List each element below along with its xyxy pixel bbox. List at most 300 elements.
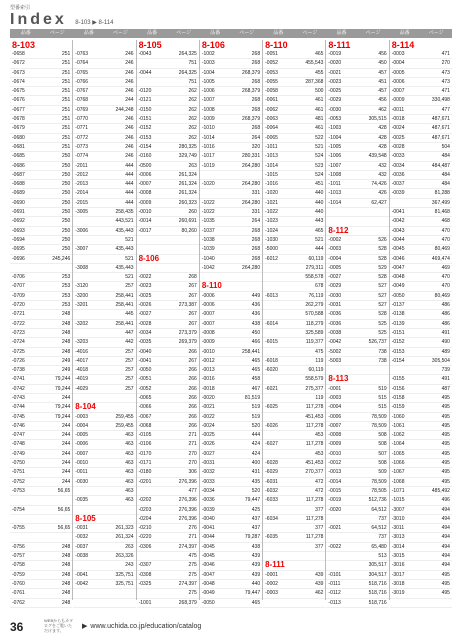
table-row	[73, 561, 135, 570]
table-row	[326, 134, 388, 143]
item-number: -1064	[391, 441, 405, 448]
table-row	[200, 431, 262, 440]
table-row	[263, 59, 325, 68]
table-row	[390, 599, 452, 608]
table-row	[326, 431, 388, 440]
page-ref: 266	[188, 413, 197, 420]
table-row	[390, 561, 452, 570]
page-ref: 519	[251, 413, 261, 420]
catalog-link[interactable]	[82, 622, 201, 630]
item-number: -0747	[12, 432, 25, 439]
table-row	[390, 106, 452, 115]
table-row	[200, 227, 262, 236]
item-number: -0113	[328, 599, 341, 606]
item-number: -0010	[328, 450, 342, 457]
item-number: -1022	[201, 209, 215, 216]
item-number	[265, 431, 303, 439]
item-number: -0018	[391, 116, 405, 123]
page-ref: 246	[125, 125, 134, 132]
table-row	[137, 310, 199, 319]
table-row	[73, 124, 135, 133]
page-ref: 264,280	[242, 199, 261, 206]
item-number: -0138	[391, 311, 405, 318]
table-row	[263, 227, 325, 236]
item-number: -6015	[265, 339, 278, 346]
table-row	[326, 69, 388, 78]
item-number: -0771	[75, 125, 89, 132]
table-row	[137, 589, 199, 598]
item-number: -0307	[138, 562, 152, 569]
table-row	[263, 348, 325, 357]
table-row	[73, 106, 135, 115]
table-row	[73, 59, 135, 68]
table-row	[137, 320, 199, 329]
series-heading: 8-106	[201, 40, 225, 50]
page-ref: 456	[378, 97, 387, 104]
table-row	[73, 255, 135, 264]
item-number: -0707	[12, 283, 25, 290]
page-number: 36	[10, 620, 24, 634]
item-number: -1061	[391, 422, 405, 429]
table-row	[390, 78, 452, 87]
page-ref: 80,469	[434, 292, 450, 299]
item-number: -1011	[328, 181, 341, 188]
page-ref: 444	[125, 199, 134, 206]
page-ref: 264	[251, 134, 261, 141]
page-ref: 266	[188, 376, 197, 383]
table-row	[200, 589, 262, 598]
item-number: -0693	[12, 227, 25, 234]
item-number: -0007	[328, 422, 342, 429]
table-row	[390, 292, 452, 301]
page-ref: 275	[188, 562, 197, 569]
item-number: -0005	[391, 69, 405, 76]
item-number: -3018	[391, 580, 405, 587]
page-ref: 248	[61, 590, 71, 597]
item-number: -0154	[138, 143, 152, 150]
table-row	[390, 227, 452, 236]
table-row	[390, 152, 452, 161]
page-ref: 495	[441, 571, 450, 578]
header-label: 品番	[210, 30, 221, 36]
page-ref: 428	[378, 125, 387, 132]
item-number: -1006	[201, 88, 215, 95]
item-number: -1008	[201, 106, 215, 113]
table-row	[390, 431, 452, 440]
page-ref: 456	[378, 51, 387, 57]
page-ref: 435,443	[115, 246, 134, 253]
table-row	[263, 208, 325, 217]
table-row	[200, 199, 262, 208]
item-number: -0769	[75, 106, 89, 113]
table-row	[73, 524, 135, 533]
table-row	[390, 348, 452, 357]
table-row	[73, 292, 135, 301]
item-number: -3010	[391, 515, 405, 522]
item-number: -0170	[138, 450, 152, 457]
table-row	[326, 320, 388, 329]
header-label: ページ	[365, 30, 381, 36]
table-row	[326, 106, 388, 115]
table-row	[10, 134, 72, 143]
item-number: -0044	[201, 534, 215, 541]
item-number	[265, 394, 303, 402]
page-ref: 450	[251, 329, 261, 336]
item-number: -0031	[201, 460, 215, 467]
table-row	[73, 264, 135, 273]
table-row	[10, 348, 72, 357]
item-number: -3007	[391, 506, 405, 513]
page-ref: 263	[125, 543, 134, 550]
page-ref: 440	[315, 190, 324, 197]
table-row	[200, 571, 262, 580]
table-row	[73, 199, 135, 208]
table-row	[326, 450, 388, 459]
table-row	[10, 189, 72, 198]
page-ref: 500	[315, 88, 324, 95]
item-number: -0037	[391, 181, 405, 188]
table-row	[263, 124, 325, 133]
item-number: -0687	[12, 171, 25, 178]
item-number	[139, 78, 177, 86]
page-ref: 268	[251, 51, 261, 57]
table-row	[263, 78, 325, 87]
table-row	[200, 468, 262, 477]
item-number: -0009	[201, 339, 215, 346]
page-ref: 320	[251, 143, 261, 150]
table-row	[137, 301, 199, 310]
item-number: -0003	[265, 590, 278, 597]
page-ref: 453	[315, 450, 324, 457]
item-number: -6020	[265, 367, 278, 374]
table-row	[73, 227, 135, 236]
page-ref: 262,279	[305, 302, 324, 309]
table-row	[390, 533, 452, 542]
page-ref: 445	[125, 311, 134, 318]
table-row	[326, 292, 388, 301]
item-number: -0068	[138, 422, 152, 429]
item-number: -0688	[12, 181, 25, 188]
item-number: -0003	[328, 246, 342, 253]
table-row	[263, 533, 325, 542]
table-row	[73, 189, 135, 198]
table-row	[10, 301, 72, 310]
item-number: -0006	[328, 413, 342, 420]
page-ref: 435	[251, 478, 261, 485]
page-ref: 270,377	[305, 469, 324, 476]
item-number: -0150	[138, 106, 152, 113]
table-row	[200, 96, 262, 105]
table-row	[326, 236, 388, 245]
table-row	[390, 487, 452, 496]
page-ref: 268	[251, 125, 261, 132]
page-ref: 444	[125, 162, 134, 169]
page-ref: 251	[61, 143, 71, 150]
page-ref	[50, 496, 70, 504]
table-row	[390, 162, 452, 171]
table-row	[200, 580, 262, 589]
page-ref: 520	[251, 422, 261, 429]
item-number: -0005	[75, 432, 89, 439]
table-row	[200, 366, 262, 375]
page-ref: 262	[188, 134, 197, 141]
table-row	[10, 468, 72, 477]
item-number: -0010	[75, 460, 89, 467]
page-ref: 428	[378, 143, 387, 150]
item-number: -0037	[75, 543, 89, 550]
item-number: -0030	[328, 106, 342, 113]
item-number: -0039	[391, 190, 405, 197]
table-row	[390, 273, 452, 282]
page-ref: 494	[441, 525, 450, 532]
item-number: -5002	[328, 348, 342, 355]
item-number: -1010	[201, 125, 215, 132]
page-ref: 79,287	[244, 534, 261, 541]
index-title: Index	[10, 11, 67, 28]
item-number: -0106	[138, 441, 152, 448]
table-row	[263, 301, 325, 310]
table-row	[390, 69, 452, 78]
page-ref: 437	[251, 525, 261, 532]
page-ref: 246	[125, 143, 134, 150]
table-row	[263, 180, 325, 189]
item-number: -1001	[138, 599, 152, 606]
page-ref: 463	[125, 487, 134, 494]
page-ref: 751	[188, 78, 197, 85]
page-ref: 276,396	[178, 497, 197, 504]
table-row	[390, 189, 452, 198]
item-number: -6031	[265, 478, 278, 485]
table-row	[10, 487, 72, 496]
item-number	[75, 236, 113, 244]
page-ref	[303, 599, 323, 607]
page-ref: 455,543	[305, 60, 324, 67]
index-column	[390, 40, 452, 600]
item-number: -0001	[265, 571, 278, 578]
page-ref: 244	[61, 450, 71, 457]
page-ref	[240, 273, 260, 281]
item-number: -0024	[391, 125, 405, 132]
item-number: -0761	[12, 590, 25, 597]
table-row	[10, 236, 72, 245]
table-row	[10, 506, 72, 515]
page-ref: 267	[188, 311, 197, 318]
item-number: -0010	[201, 348, 215, 355]
item-number: -0689	[12, 190, 25, 197]
page-ref: 56,65	[57, 506, 71, 513]
item-number: -0770	[75, 116, 89, 123]
series-heading: 8-111	[328, 40, 351, 50]
item-number: -0007	[138, 181, 152, 188]
item-number: -1003	[328, 125, 342, 132]
item-number: -0047	[201, 571, 215, 578]
item-number: -0050	[391, 292, 405, 299]
item-number: -0153	[391, 348, 405, 355]
table-row	[326, 273, 388, 282]
item-number: -0055	[265, 78, 278, 85]
item-number: -0064	[265, 125, 278, 132]
page-ref: 80,469	[434, 246, 450, 253]
table-row	[263, 440, 325, 449]
page-ref: 325,751	[115, 571, 134, 578]
item-number: -0005	[328, 264, 342, 271]
table-row	[200, 208, 262, 217]
table-row	[390, 478, 452, 487]
page-ref: 432	[378, 171, 387, 178]
header-label: 品番	[83, 30, 94, 36]
page-ref: 267	[188, 320, 197, 327]
page-ref: 244	[61, 441, 71, 448]
item-number: -6029	[265, 469, 278, 476]
table-row	[200, 459, 262, 468]
item-number: -0677	[12, 106, 25, 113]
item-number: -0029	[328, 97, 342, 104]
item-number: -1065	[391, 450, 405, 457]
table-row	[326, 385, 388, 394]
index-column	[263, 40, 326, 600]
item-number: -0034	[201, 487, 215, 494]
item-number: -1042	[201, 264, 215, 271]
item-number	[75, 255, 113, 263]
table-row	[263, 87, 325, 96]
page-ref: 519	[378, 385, 387, 392]
table-row	[200, 282, 262, 291]
table-row	[390, 282, 452, 291]
item-number: -0034	[138, 329, 152, 336]
item-number: -0006	[201, 292, 215, 299]
table-row	[137, 366, 199, 375]
table-row	[263, 487, 325, 496]
table-row	[263, 264, 325, 273]
page-ref	[50, 533, 70, 541]
table-row	[326, 357, 388, 366]
page-ref: 79,244	[54, 413, 71, 420]
series-heading: 8-103	[12, 40, 36, 50]
item-number	[265, 543, 303, 551]
table-row	[73, 301, 135, 310]
item-number: -0658	[12, 51, 25, 57]
item-number: -0011	[391, 106, 405, 113]
table-row	[263, 152, 325, 161]
table-row	[10, 515, 72, 524]
table-row	[73, 403, 135, 412]
page-ref: 258,435	[115, 209, 134, 216]
page-ref: 436	[251, 302, 261, 309]
item-number	[139, 264, 177, 272]
item-number: -0752	[12, 478, 25, 485]
item-number: -0681	[12, 143, 25, 150]
table-row	[390, 310, 452, 319]
table-row	[263, 524, 325, 533]
item-number: -0767	[75, 88, 89, 95]
page-ref: 251	[61, 78, 71, 85]
table-row	[390, 50, 452, 59]
page-ref: 248	[61, 599, 71, 606]
table-row	[200, 78, 262, 87]
page-ref: 484,487	[431, 162, 450, 169]
item-number	[75, 273, 113, 281]
table-row	[73, 143, 135, 152]
page-ref	[114, 589, 134, 597]
page-ref: 64,512	[371, 506, 387, 513]
table-row	[390, 375, 452, 384]
page-ref: 267	[188, 292, 197, 299]
catalog-url: www.uchida.co.jp/education/catalog	[90, 623, 202, 630]
header-label: ページ	[428, 30, 444, 36]
table-row	[10, 124, 72, 133]
page-ref: 470	[441, 236, 450, 243]
page-ref: 461	[315, 125, 324, 132]
table-row	[73, 440, 135, 449]
item-number: -4019	[75, 376, 89, 383]
item-number: -0004	[328, 255, 342, 262]
item-number: -0025	[201, 432, 215, 439]
item-number: -0220	[138, 534, 152, 541]
page-ref: 262	[188, 106, 197, 113]
item-number: -6033	[265, 497, 278, 504]
table-row	[137, 403, 199, 412]
item-number: -1004	[328, 134, 342, 141]
item-number: -0040	[201, 515, 215, 522]
table-row	[326, 533, 388, 542]
table-row	[326, 506, 388, 515]
item-number: -0766	[75, 78, 89, 85]
item-number: -0764	[75, 60, 89, 67]
item-number: -4016	[75, 348, 89, 355]
item-number: -0009	[328, 441, 342, 448]
header-label: 品番	[336, 30, 347, 36]
item-number: -0691	[12, 209, 25, 216]
table-row	[10, 338, 72, 347]
item-number: -0050	[138, 367, 152, 374]
page-ref: 257	[125, 283, 134, 290]
table-row	[137, 459, 199, 468]
page-ref: 465	[315, 227, 324, 234]
item-number: -0738	[12, 367, 25, 374]
table-row	[390, 96, 452, 105]
page-ref: 451	[378, 78, 387, 85]
item-number: -0023	[328, 78, 342, 85]
item-number: -0151	[391, 329, 405, 336]
item-number: -0020	[201, 394, 215, 401]
page-ref: 442	[125, 339, 134, 346]
item-number: -1019	[201, 162, 215, 169]
page-ref: 251	[61, 69, 71, 76]
table-row	[326, 87, 388, 96]
item-number: -0012	[201, 357, 215, 364]
item-number	[202, 273, 240, 281]
table-row	[326, 394, 388, 403]
item-number: -0685	[12, 153, 25, 160]
page-ref	[50, 515, 70, 523]
table-row	[200, 422, 262, 431]
table-row	[390, 450, 452, 459]
page-ref: 377	[315, 506, 324, 513]
item-number: -0006	[138, 171, 152, 178]
table-row	[200, 394, 262, 403]
table-row	[73, 589, 135, 598]
item-number: -6025	[265, 404, 278, 411]
item-number	[328, 552, 366, 560]
page-ref: 440	[251, 580, 261, 587]
table-row	[10, 375, 72, 384]
page-ref: 287,368	[305, 78, 324, 85]
header-label: 品番	[273, 30, 284, 36]
page-ref: 486	[441, 320, 450, 327]
page-ref: 251	[61, 97, 71, 104]
page-ref: 495	[441, 590, 450, 597]
page-ref: 440	[315, 209, 324, 216]
